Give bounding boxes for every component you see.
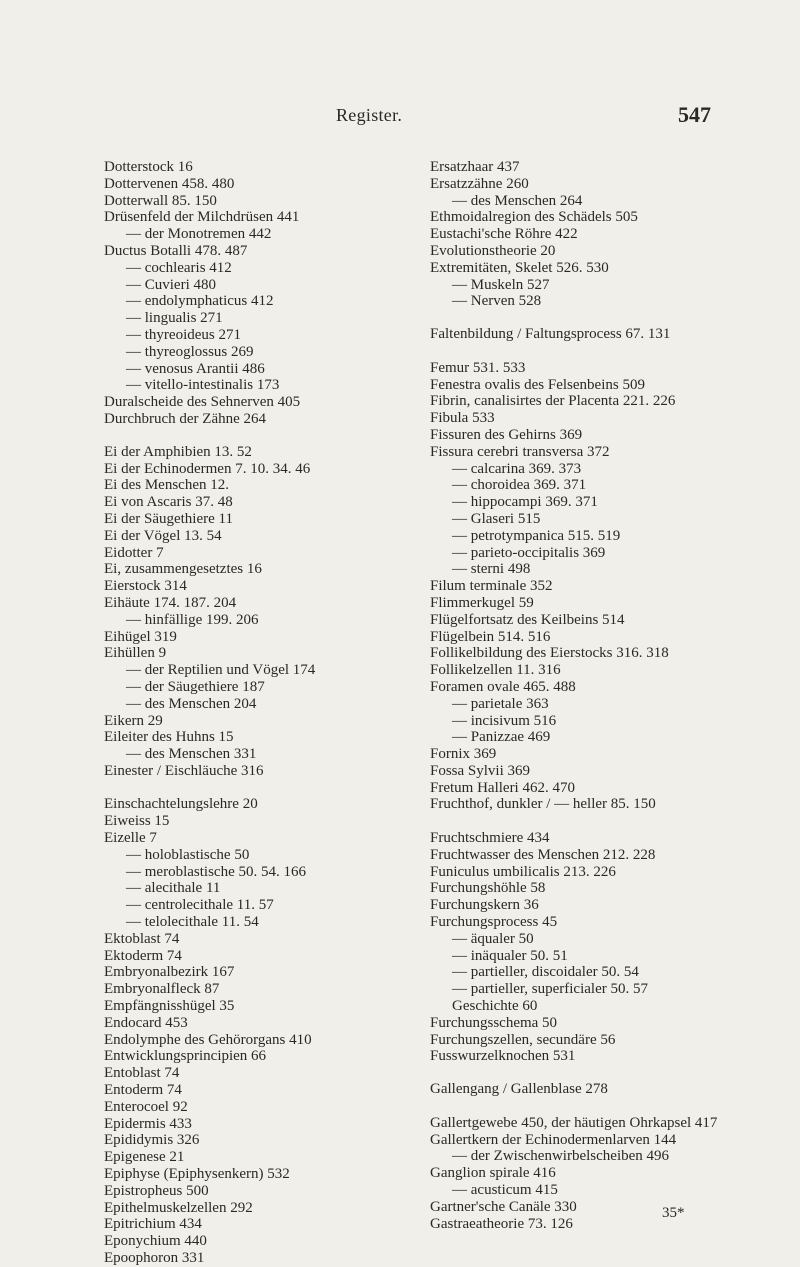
index-entry: Fibula 533 bbox=[430, 410, 495, 427]
index-entry: Furchungszellen, secundäre 56 bbox=[430, 1031, 616, 1048]
index-entry: Furchungsprocess 45 bbox=[430, 914, 558, 931]
index-entry: Eihäute 174. 187. 204 bbox=[104, 594, 237, 611]
index-entry: Fissura cerebri transversa 372 bbox=[430, 443, 610, 460]
index-entry: Ethmoidalregion des Schädels 505 bbox=[430, 209, 638, 226]
index-entry: Ei von Ascaris 37. 48 bbox=[104, 494, 233, 511]
index-entry: Eizelle 7 bbox=[104, 830, 157, 847]
index-entry: Duralscheide des Sehnerven 405 bbox=[104, 394, 301, 411]
index-entry: Faltenbildung / Faltungsprocess 67. 131 bbox=[430, 326, 671, 343]
index-entry: Gastraeatheorie 73. 126 bbox=[430, 1215, 573, 1232]
index-entry: Einschachtelungslehre 20 bbox=[104, 796, 258, 813]
index-entry: Follikelzellen 11. 316 bbox=[430, 662, 561, 679]
index-entry: Ei der Echinodermen 7. 10. 34. 46 bbox=[104, 460, 311, 477]
index-entry: Geschichte 60 bbox=[452, 998, 538, 1015]
index-entry: Femur 531. 533 bbox=[430, 359, 526, 376]
index-entry: Ductus Botalli 478. 487 bbox=[104, 242, 248, 259]
index-entry: — parieto-occipitalis 369 bbox=[452, 544, 606, 561]
index-entry: — partieller, superficialer 50. 57 bbox=[452, 981, 648, 998]
index-entry: Epiphyse (Epiphysenkern) 532 bbox=[104, 1166, 290, 1183]
index-entry: Einester / Eischläuche 316 bbox=[104, 762, 264, 779]
index-entry: Flimmerkugel 59 bbox=[430, 594, 534, 611]
index-entry: — der Reptilien und Vögel 174 bbox=[126, 662, 316, 679]
index-entry: Fornix 369 bbox=[430, 746, 497, 763]
index-entry: Gallertkern der Echinodermenlarven 144 bbox=[430, 1131, 677, 1148]
index-entry: Ei, zusammengesetztes 16 bbox=[104, 561, 262, 578]
index-entry: Dotterstock 16 bbox=[104, 159, 193, 175]
index-entry: Evolutionstheorie 20 bbox=[430, 242, 556, 259]
index-column-left bbox=[104, 159, 424, 1267]
index-entry: — thyreoglossus 269 bbox=[126, 343, 254, 360]
index-entry: — Muskeln 527 bbox=[452, 276, 550, 293]
index-entry: Fruchtwasser des Menschen 212. 228 bbox=[430, 846, 656, 863]
index-entry: Gallengang / Gallenblase 278 bbox=[430, 1081, 608, 1098]
index-entry: Fruchtschmiere 434 bbox=[430, 830, 550, 847]
index-entry: Fruchthof, dunkler / — heller 85. 150 bbox=[430, 796, 656, 813]
index-entry: Fusswurzelknochen 531 bbox=[430, 1048, 576, 1065]
index-entry: Epoophoron 331 bbox=[104, 1250, 205, 1266]
index-entry: — incisivum 516 bbox=[452, 712, 557, 729]
index-entry: Eiweiss 15 bbox=[104, 813, 170, 830]
index-entry: — hippocampi 369. 371 bbox=[452, 494, 598, 511]
index-entry: Entoderm 74 bbox=[104, 1082, 182, 1099]
index-entry: Eierstock 314 bbox=[104, 578, 187, 595]
index-entry: Epithelmuskelzellen 292 bbox=[104, 1199, 253, 1216]
index-entry: Ei der Vögel 13. 54 bbox=[104, 527, 222, 544]
index-entry: Epididymis 326 bbox=[104, 1132, 200, 1149]
index-entry: — partieller, discoidaler 50. 54 bbox=[452, 964, 639, 981]
index-entry: Gartner'sche Canäle 330 bbox=[430, 1198, 577, 1215]
index-entry: Epigenese 21 bbox=[104, 1149, 185, 1166]
index-entry: — des Menschen 331 bbox=[126, 746, 257, 763]
index-entry: Ganglion spirale 416 bbox=[430, 1165, 556, 1182]
index-entry: Furchungshöhle 58 bbox=[430, 880, 546, 897]
index-entry: — alecithale 11 bbox=[126, 880, 221, 897]
running-title: Register. bbox=[336, 105, 403, 125]
index-entry: — petrotympanica 515. 519 bbox=[452, 527, 621, 544]
index-entry: Dottervenen 458. 480 bbox=[104, 175, 235, 192]
index-entry: Eustachi'sche Röhre 422 bbox=[430, 226, 578, 243]
index-entry: — endolymphaticus 412 bbox=[126, 293, 274, 310]
index-entry: — parietale 363 bbox=[452, 695, 549, 712]
index-entry: — der Monotremen 442 bbox=[126, 226, 272, 243]
index-entry: Eileiter des Huhns 15 bbox=[104, 729, 234, 746]
index-entry: Ei der Amphibien 13. 52 bbox=[104, 443, 252, 460]
index-entry: Enterocoel 92 bbox=[104, 1098, 188, 1115]
index-entry: Eidotter 7 bbox=[104, 544, 164, 561]
index-entry: Eihüllen 9 bbox=[104, 645, 167, 662]
index-entry: — venosus Arantii 486 bbox=[126, 360, 265, 377]
index-entry: Filum terminale 352 bbox=[430, 578, 553, 595]
index-entry: — thyreoideus 271 bbox=[126, 326, 241, 343]
index-entry: Entoblast 74 bbox=[104, 1065, 180, 1082]
index-entry: — Panizzae 469 bbox=[452, 729, 551, 746]
index-entry: — des Menschen 204 bbox=[126, 695, 257, 712]
index-entry: Entwicklungsprincipien 66 bbox=[104, 1048, 267, 1065]
index-entry: Fretum Halleri 462. 470 bbox=[430, 779, 575, 796]
index-entry: — calcarina 369. 373 bbox=[452, 460, 582, 477]
page-header bbox=[0, 102, 800, 129]
index-entry: Ektoderm 74 bbox=[104, 947, 182, 964]
index-entry: Ektoblast 74 bbox=[104, 930, 180, 947]
index-entry: Follikelbildung des Eierstocks 316. 318 bbox=[430, 645, 669, 662]
index-entry: Flügelbein 514. 516 bbox=[430, 628, 551, 645]
index-entry: Drüsenfeld der Milchdrüsen 441 bbox=[104, 209, 300, 226]
index-entry: Fossa Sylvii 369 bbox=[430, 762, 531, 779]
index-entry: — choroidea 369. 371 bbox=[452, 477, 587, 494]
index-entry: Dotterwall 85. 150 bbox=[104, 192, 217, 209]
index-entry: — Nerven 528 bbox=[452, 293, 542, 310]
index-entry: — holoblastische 50 bbox=[126, 846, 250, 863]
index-entry: — cochlearis 412 bbox=[126, 259, 232, 276]
index-entry: Extremitäten, Skelet 526. 530 bbox=[430, 259, 609, 276]
page-number: 547 bbox=[678, 102, 711, 127]
index-entry: — telolecithale 11. 54 bbox=[126, 914, 259, 931]
index-entry: — äqualer 50 bbox=[452, 930, 534, 947]
index-entry: Epitrichium 434 bbox=[104, 1216, 202, 1233]
index-entry: Eihügel 319 bbox=[104, 628, 177, 645]
index-entry: Epidermis 433 bbox=[104, 1115, 192, 1132]
index-entry: Endolymphe des Gehörorgans 410 bbox=[104, 1031, 312, 1048]
index-entry: — der Zwischenwirbelscheiben 496 bbox=[452, 1148, 670, 1165]
index-entry: — meroblastische 50. 54. 166 bbox=[126, 863, 306, 880]
index-entry: — centrolecithale 11. 57 bbox=[126, 897, 274, 914]
index-entry: Foramen ovale 465. 488 bbox=[430, 678, 576, 695]
index-entry: Empfängnisshügel 35 bbox=[104, 998, 235, 1015]
index-entry: Funiculus umbilicalis 213. 226 bbox=[430, 863, 616, 880]
index-entry: Eikern 29 bbox=[104, 712, 163, 729]
index-entry: — acusticum 415 bbox=[452, 1182, 558, 1199]
index-entry: Endocard 453 bbox=[104, 1014, 188, 1031]
index-entry: Fibrin, canalisirtes der Placenta 221. 226 bbox=[430, 393, 676, 410]
index-entry: — des Menschen 264 bbox=[452, 192, 583, 209]
index-entry: Eponychium 440 bbox=[104, 1233, 207, 1250]
index-entry: — lingualis 271 bbox=[126, 310, 223, 327]
index-entry: — hinfällige 199. 206 bbox=[126, 611, 259, 628]
index-entry: Ersatzhaar 437 bbox=[430, 159, 520, 175]
index-entry: — inäqualer 50. 51 bbox=[452, 947, 568, 964]
index-entry: Ei des Menschen 12. bbox=[104, 477, 229, 494]
index-entry: Durchbruch der Zähne 264 bbox=[104, 410, 267, 427]
index-entry: Flügelfortsatz des Keilbeins 514 bbox=[430, 611, 625, 628]
index-entry: Gallertgewebe 450, der häutigen Ohrkapsel 417 bbox=[430, 1114, 718, 1131]
index-entry: — der Säugethiere 187 bbox=[126, 678, 265, 695]
index-entry: — Cuvieri 480 bbox=[126, 276, 216, 293]
index-entry: — vitello-intestinalis 173 bbox=[126, 377, 280, 394]
index-entry: Fenestra ovalis des Felsenbeins 509 bbox=[430, 376, 645, 393]
index-entry: — Glaseri 515 bbox=[452, 510, 541, 527]
index-entry: Ersatzzähne 260 bbox=[430, 175, 529, 192]
index-entry: Epistropheus 500 bbox=[104, 1182, 209, 1199]
index-entry: Furchungskern 36 bbox=[430, 897, 539, 914]
index-entry: Embryonalfleck 87 bbox=[104, 981, 220, 998]
index-entry: — sterni 498 bbox=[452, 561, 531, 578]
index-entry: Fissuren des Gehirns 369 bbox=[430, 426, 583, 443]
index-entry: Furchungsschema 50 bbox=[430, 1014, 558, 1031]
signature-mark: 35* bbox=[662, 1205, 685, 1221]
index-entry: Embryonalbezirk 167 bbox=[104, 964, 235, 981]
index-column-right bbox=[430, 159, 750, 1232]
index-entry: Ei der Säugethiere 11 bbox=[104, 510, 233, 527]
